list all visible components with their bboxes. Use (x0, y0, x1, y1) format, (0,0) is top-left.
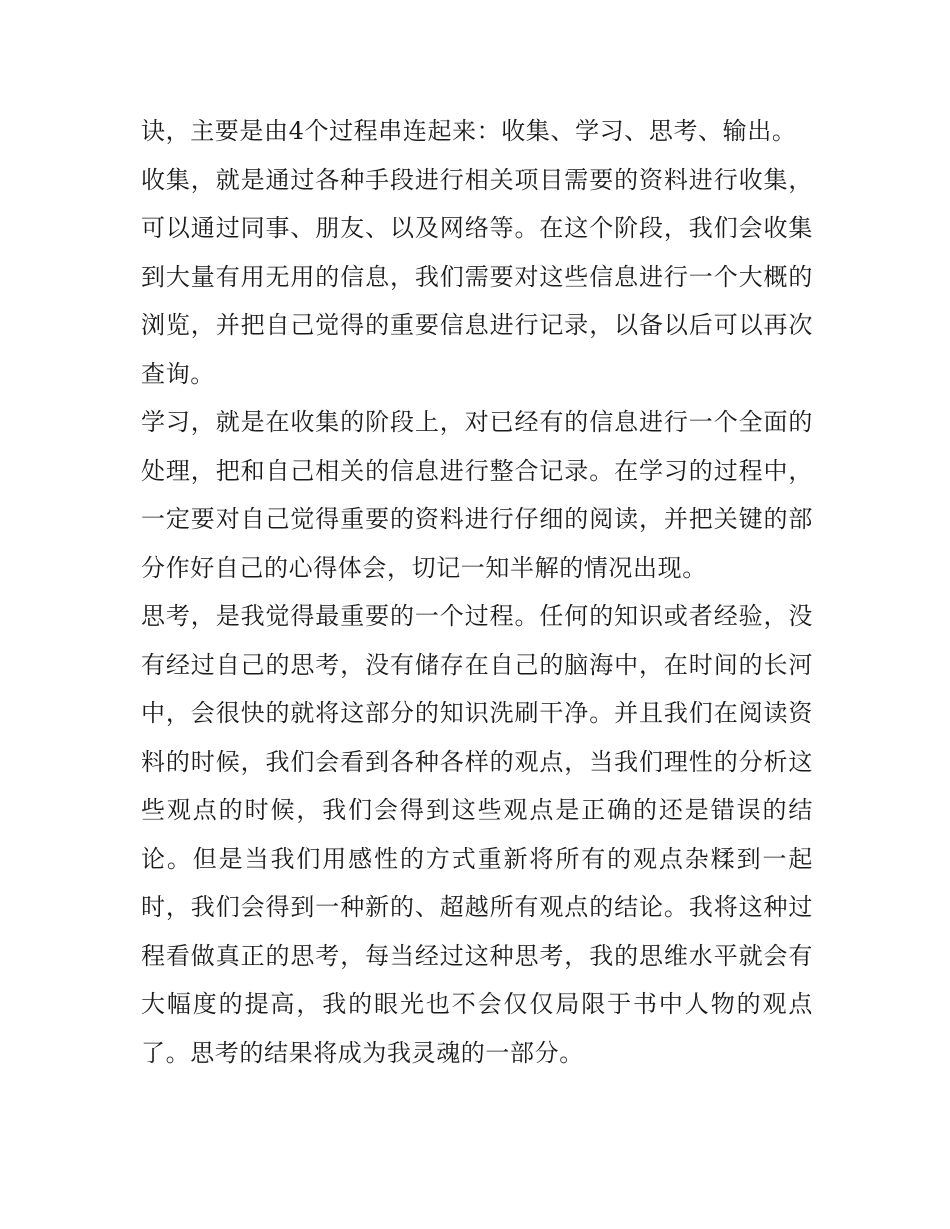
document-body (141, 107, 813, 1077)
paragraph-learn: 学习，就是在收集的阶段上，对已经有的信息进行一个全面的处理，把和自己相关的信息进行整合记录。在学习的过程中，一定要对自己觉得重要的资料进行仔细的阅读，并把关键的部分作好自己的心得体会，切记一知半解的情况出现。 (141, 408, 813, 582)
paragraph-collect: 收集，就是通过各种手段进行相关项目需要的资料进行收集，可以通过同事、朋友、以及网络等。在这个阶段，我们会收集到大量有用无用的信息，我们需要对这些信息进行一个大概的浏览，并把自己觉得的重要信息进行记录，以备以后可以再次查询。 (141, 165, 813, 388)
paragraph-think: 思考，是我觉得最重要的一个过程。任何的知识或者经验，没有经过自己的思考，没有储存在自己的脑海中，在时间的长河中，会很快的就将这部分的知识洗刷干净。并且我们在阅读资料的时候，我们会看到各种各样的观点，当我们理性的分析这些观点的时候，我们会得到这些观点是正确的还是错误的结论。但是当我们用感性的方式重新将所有的观点杂糅到一起时，我们会得到一种新的、超越所有观点的结论。我将这种过程看做真正的思考，每当经过这种思考，我的思维水平就会有大幅度的提高，我的眼光也不会仅仅局限于书中人物的观点了。思考的结果将成为我灵魂的一部分。 (141, 602, 813, 1067)
paragraph-intro: 诀，主要是由4个过程串连起来：收集、学习、思考、输出。 (141, 117, 797, 145)
